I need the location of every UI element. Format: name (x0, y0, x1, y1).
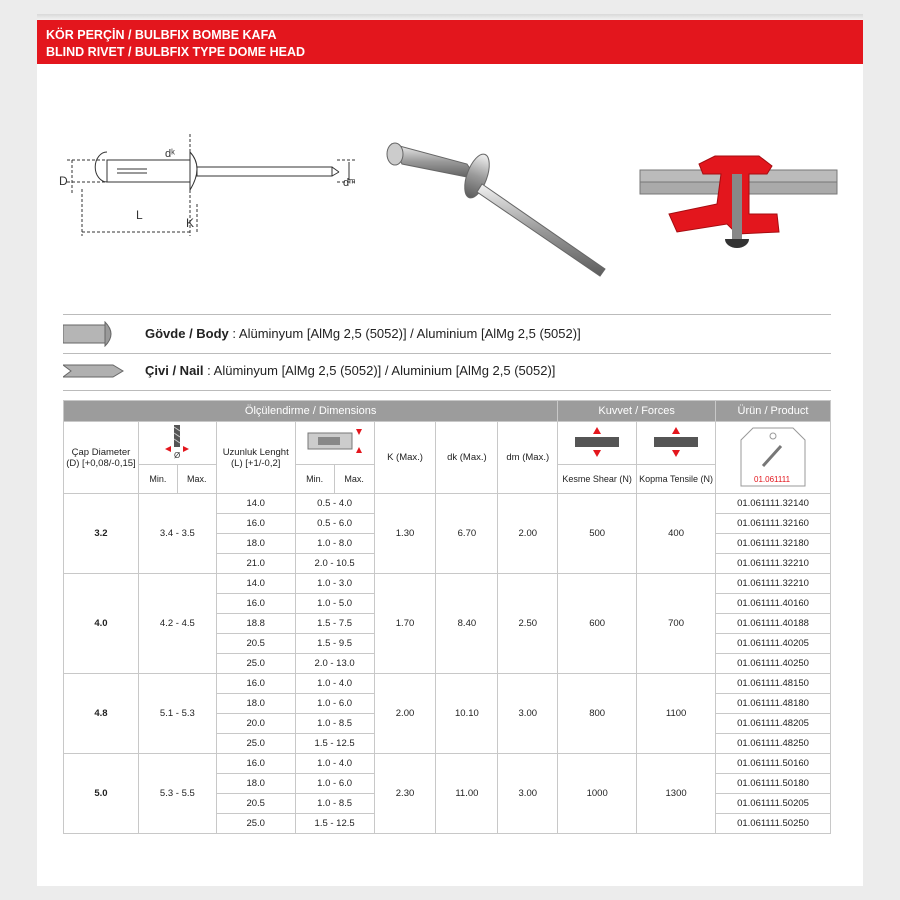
grip-range-cell: 2.0 - 13.0 (295, 654, 374, 674)
product-code-cell: 01.061111.40250 (716, 654, 831, 674)
length-cell: 20.5 (216, 794, 295, 814)
dm-cell: 3.00 (498, 754, 558, 834)
product-code-cell: 01.061111.48150 (716, 674, 831, 694)
product-code-cell: 01.061111.40188 (716, 614, 831, 634)
length-cell: 25.0 (216, 814, 295, 834)
grip-range-cell: 2.0 - 10.5 (295, 554, 374, 574)
grip-range-cell: 1.0 - 8.5 (295, 714, 374, 734)
shear-cell: 600 (558, 574, 637, 674)
product-code-cell: 01.061111.40205 (716, 634, 831, 654)
tensile-cell: 1300 (637, 754, 716, 834)
length-cell: 21.0 (216, 554, 295, 574)
group-product: Ürün / Product (716, 401, 831, 422)
nail-label: Çivi / Nail (145, 363, 204, 378)
product-code-cell: 01.061111.40160 (716, 594, 831, 614)
grip-range-cell: 1.0 - 5.0 (295, 594, 374, 614)
diameter-cell: 5.0 (64, 754, 139, 834)
dk-cell: 11.00 (436, 754, 498, 834)
grip-range-cell: 1.0 - 8.0 (295, 534, 374, 554)
tensile-cell: 400 (637, 494, 716, 574)
dk-cell: 10.10 (436, 674, 498, 754)
grip-range-cell: 1.0 - 8.5 (295, 794, 374, 814)
label-d: D (59, 174, 68, 188)
product-code-cell: 01.061111.50160 (716, 754, 831, 774)
col-tensile: Kopma Tensile (N) (637, 465, 716, 494)
length-cell: 18.0 (216, 534, 295, 554)
tensile-icon (651, 425, 701, 459)
shear-cell: 800 (558, 674, 637, 754)
drill-symbol: Ø (174, 450, 181, 459)
shear-cell: 500 (558, 494, 637, 574)
title-banner (37, 20, 863, 64)
tensile-cell: 700 (637, 574, 716, 674)
drill-range-cell: 4.2 - 4.5 (138, 574, 216, 674)
page (37, 14, 863, 886)
length-cell: 20.0 (216, 714, 295, 734)
length-cell: 18.8 (216, 614, 295, 634)
table-row (64, 754, 831, 774)
table-row (64, 674, 831, 694)
product-code-cell: 01.061111.48250 (716, 734, 831, 754)
nail-icon (63, 358, 125, 384)
nail-material-row (63, 352, 831, 391)
col-drill-max: Max. (177, 465, 216, 494)
product-code-cell: 01.061111.32160 (716, 514, 831, 534)
col-shear: Kesme Shear (N) (558, 465, 637, 494)
k-cell: 1.70 (374, 574, 436, 674)
body-label: Gövde / Body (145, 326, 229, 341)
grip-range-cell: 1.0 - 4.0 (295, 674, 374, 694)
diameter-cell: 4.8 (64, 674, 139, 754)
dk-cell: 6.70 (436, 494, 498, 574)
drill-range-cell: 5.1 - 5.3 (138, 674, 216, 754)
group-dimensions: Ölçülendirme / Dimensions (64, 401, 558, 422)
product-code-cell: 01.061111.50205 (716, 794, 831, 814)
dk-cell: 8.40 (436, 574, 498, 674)
title-turkish: KÖR PERÇİN / BULBFIX BOMBE KAFA (46, 28, 277, 42)
col-diameter: Çap Diameter (D) [+0,08/-0,15] (64, 422, 139, 494)
length-cell: 25.0 (216, 654, 295, 674)
table-row (64, 574, 831, 594)
label-k: K (186, 216, 195, 230)
k-cell: 1.30 (374, 494, 436, 574)
shear-cell: 1000 (558, 754, 637, 834)
body-material: : Alüminyum [AlMg 2,5 (5052)] / Aluminium [AlMg 2,5 (5052)] (232, 326, 581, 341)
diameter-cell: 4.0 (64, 574, 139, 674)
length-cell: 14.0 (216, 574, 295, 594)
product-tag-icon (733, 422, 813, 490)
length-cell: 16.0 (216, 674, 295, 694)
product-code-cell: 01.061111.32180 (716, 534, 831, 554)
product-code-cell: 01.061111.50250 (716, 814, 831, 834)
body-material-row (63, 314, 831, 354)
label-dm: dᵐ (343, 177, 356, 189)
dm-cell: 2.50 (498, 574, 558, 674)
drill-range-cell: 5.3 - 5.5 (138, 754, 216, 834)
technical-drawing (67, 134, 355, 236)
product-code-cell: 01.061111.48205 (716, 714, 831, 734)
length-cell: 16.0 (216, 754, 295, 774)
nail-material: : Alüminyum [AlMg 2,5 (5052)] / Aluminium [AlMg 2,5 (5052)] (207, 363, 556, 378)
product-label: 01.061111 (754, 475, 791, 484)
dm-cell: 3.00 (498, 674, 558, 754)
grip-range-cell: 0.5 - 4.0 (295, 494, 374, 514)
col-drill-min: Min. (138, 465, 177, 494)
length-cell: 14.0 (216, 494, 295, 514)
product-code-cell: 01.061111.50180 (716, 774, 831, 794)
length-cell: 16.0 (216, 514, 295, 534)
title-english: BLIND RIVET / BULBFIX TYPE DOME HEAD (46, 45, 306, 59)
grip-range-cell: 1.0 - 6.0 (295, 694, 374, 714)
rivet-3d-image (387, 143, 605, 276)
dm-cell: 2.00 (498, 494, 558, 574)
col-shear-icon (558, 422, 637, 465)
product-code-cell: 01.061111.48180 (716, 694, 831, 714)
col-k: K (Max.) (374, 422, 436, 494)
length-cell: 18.0 (216, 774, 295, 794)
drill-range-cell: 3.4 - 3.5 (138, 494, 216, 574)
installed-rivet-image (640, 156, 837, 248)
grip-range-cell: 1.5 - 12.5 (295, 814, 374, 834)
col-tensile-icon (637, 422, 716, 465)
k-cell: 2.00 (374, 674, 436, 754)
col-grip (295, 422, 374, 465)
col-length: Uzunluk Lenght (L) [+1/-0,2] (216, 422, 295, 494)
product-code-cell: 01.061111.32140 (716, 494, 831, 514)
table-row (64, 494, 831, 514)
group-forces: Kuvvet / Forces (558, 401, 716, 422)
product-code-cell: 01.061111.32210 (716, 574, 831, 594)
grip-range-cell: 1.0 - 3.0 (295, 574, 374, 594)
length-cell: 16.0 (216, 594, 295, 614)
grip-range-cell: 1.5 - 12.5 (295, 734, 374, 754)
grip-range-cell: 1.0 - 4.0 (295, 754, 374, 774)
rivet-body-icon (63, 321, 119, 347)
grip-range-cell: 1.5 - 9.5 (295, 634, 374, 654)
length-cell: 18.0 (216, 694, 295, 714)
length-cell: 25.0 (216, 734, 295, 754)
diameter-cell: 3.2 (64, 494, 139, 574)
length-cell: 20.5 (216, 634, 295, 654)
col-grip-min: Min. (295, 465, 334, 494)
k-cell: 2.30 (374, 754, 436, 834)
product-code-cell: 01.061111.32210 (716, 554, 831, 574)
grip-range-icon (304, 425, 366, 459)
grip-range-cell: 1.5 - 7.5 (295, 614, 374, 634)
col-product (716, 422, 831, 494)
grip-range-cell: 1.0 - 6.0 (295, 774, 374, 794)
col-dm: dm (Max.) (498, 422, 558, 494)
shear-icon (572, 425, 622, 459)
grip-range-cell: 0.5 - 6.0 (295, 514, 374, 534)
label-dk: dᵏ (165, 148, 175, 160)
col-drill (138, 422, 216, 465)
rivet-drawings (37, 64, 863, 314)
col-grip-max: Max. (334, 465, 374, 494)
label-l: L (136, 208, 143, 222)
tensile-cell: 1100 (637, 674, 716, 754)
drill-icon (157, 425, 197, 459)
spec-table (63, 400, 831, 834)
col-dk: dk (Max.) (436, 422, 498, 494)
